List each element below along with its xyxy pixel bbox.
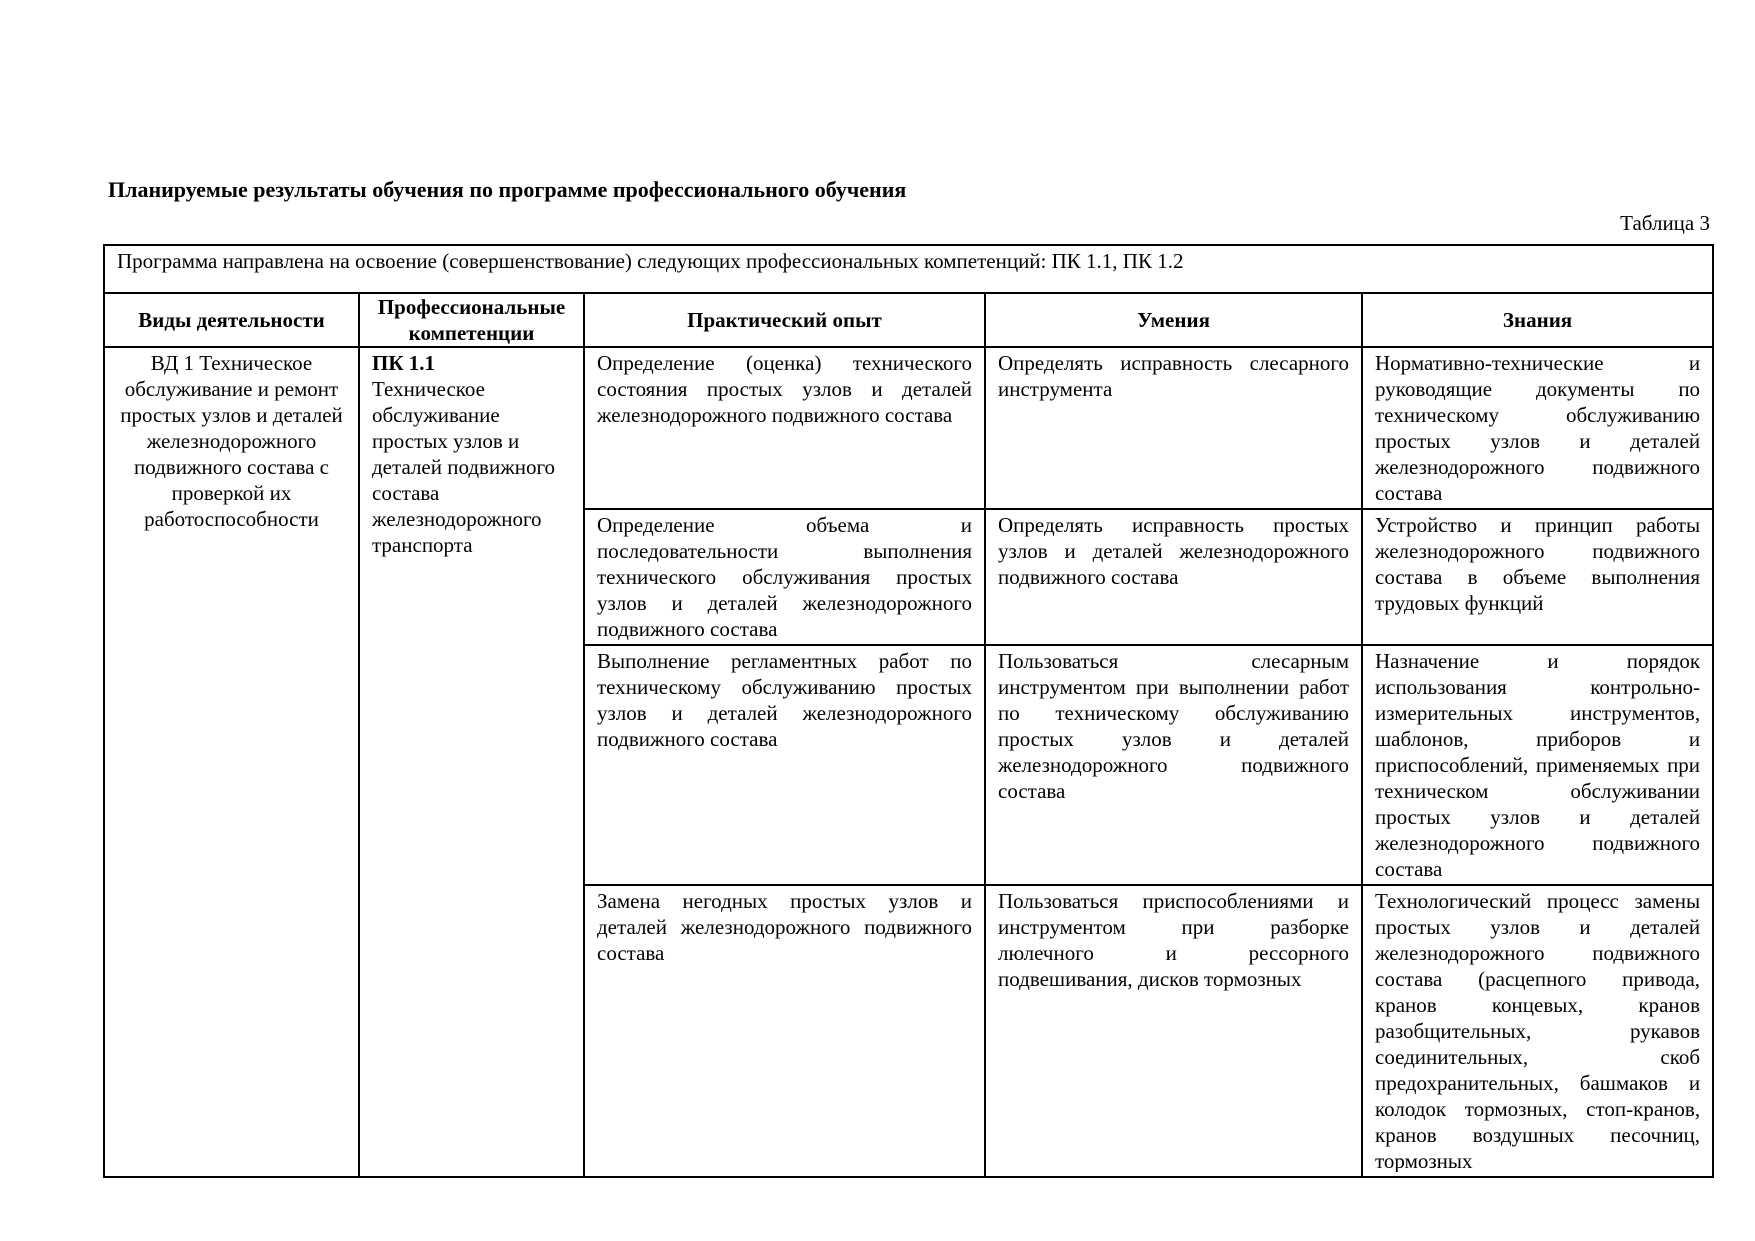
practical-cell: Определение (оценка) технического состояния простых узлов и деталей железнодорожного подвижного состава <box>584 347 985 509</box>
knowledge-text-clipped: Технологический процесс замены простых узлов и деталей железнодорожного подвижного состава (расцепного привода, кранов концевых, кранов разобщительных, рукавов соединительных, скоб предохранительных, башмаков и колодок тормозных, стоп-кранов, кранов воздушных песочниц, тормозных <box>1375 889 1701 1172</box>
practical-cell: Выполнение регламентных работ по техническому обслуживанию простых узлов и деталей железнодорожного подвижного состава <box>584 645 985 885</box>
practical-cell: Замена негодных простых узлов и деталей железнодорожного подвижного состава <box>584 885 985 1177</box>
practical-cell: Определение объема и последовательности выполнения технического обслуживания простых узлов и деталей железнодорожного подвижного состава <box>584 509 985 645</box>
competencies-table <box>103 244 1714 1178</box>
skills-cell: Определять исправность простых узлов и деталей железнодорожного подвижного состава <box>985 509 1362 645</box>
intro-cell: Программа направлена на освоение (совершенствование) следующих профессиональных компетенций: ПК 1.1, ПК 1.2 <box>104 245 1713 293</box>
page-title: Планируемые результаты обучения по программе профессионального обучения <box>108 177 907 202</box>
header-row <box>104 293 1713 347</box>
competence-text: Техническое обслуживание простых узлов и деталей подвижного состава железнодорожного транспорта <box>372 377 556 557</box>
competence-code: ПК 1.1 <box>372 351 436 375</box>
table-row <box>104 347 1713 509</box>
column-header-activities: Виды деятельности <box>104 293 359 347</box>
knowledge-cell: Устройство и принцип работы железнодорожного подвижного состава в объеме выполнения трудовых функций <box>1362 509 1713 645</box>
column-header-knowledge: Знания <box>1362 293 1713 347</box>
intro-row <box>104 245 1713 293</box>
table-caption: Таблица 3 <box>1620 211 1710 235</box>
knowledge-cell <box>1362 885 1713 1177</box>
skills-cell: Определять исправность слесарного инструмента <box>985 347 1362 509</box>
column-header-practical: Практический опыт <box>584 293 985 347</box>
competence-cell <box>359 347 584 1177</box>
document-content <box>103 176 1712 1178</box>
knowledge-cell: Назначение и порядок использования контрольно-измерительных инструментов, шаблонов, приборов и приспособлений, применяемых при техническом обслуживании простых узлов и деталей железнодорожного подвижного состава <box>1362 645 1713 885</box>
column-header-competencies: Профессиональные компетенции <box>359 293 584 347</box>
skills-cell: Пользоваться слесарным инструментом при выполнении работ по техническому обслуживанию простых узлов и деталей железнодорожного подвижного состава <box>985 645 1362 885</box>
activity-cell: ВД 1 Техническое обслуживание и ремонт простых узлов и деталей железнодорожного подвижного состава с проверкой их работоспособности <box>104 347 359 1177</box>
skills-cell: Пользоваться приспособлениями и инструментом при разборке люлечного и рессорного подвешивания, дисков тормозных <box>985 885 1362 1177</box>
column-header-skills: Умения <box>985 293 1362 347</box>
knowledge-cell: Нормативно-технические и руководящие документы по техническому обслуживанию простых узлов и деталей железнодорожного подвижного состава <box>1362 347 1713 509</box>
